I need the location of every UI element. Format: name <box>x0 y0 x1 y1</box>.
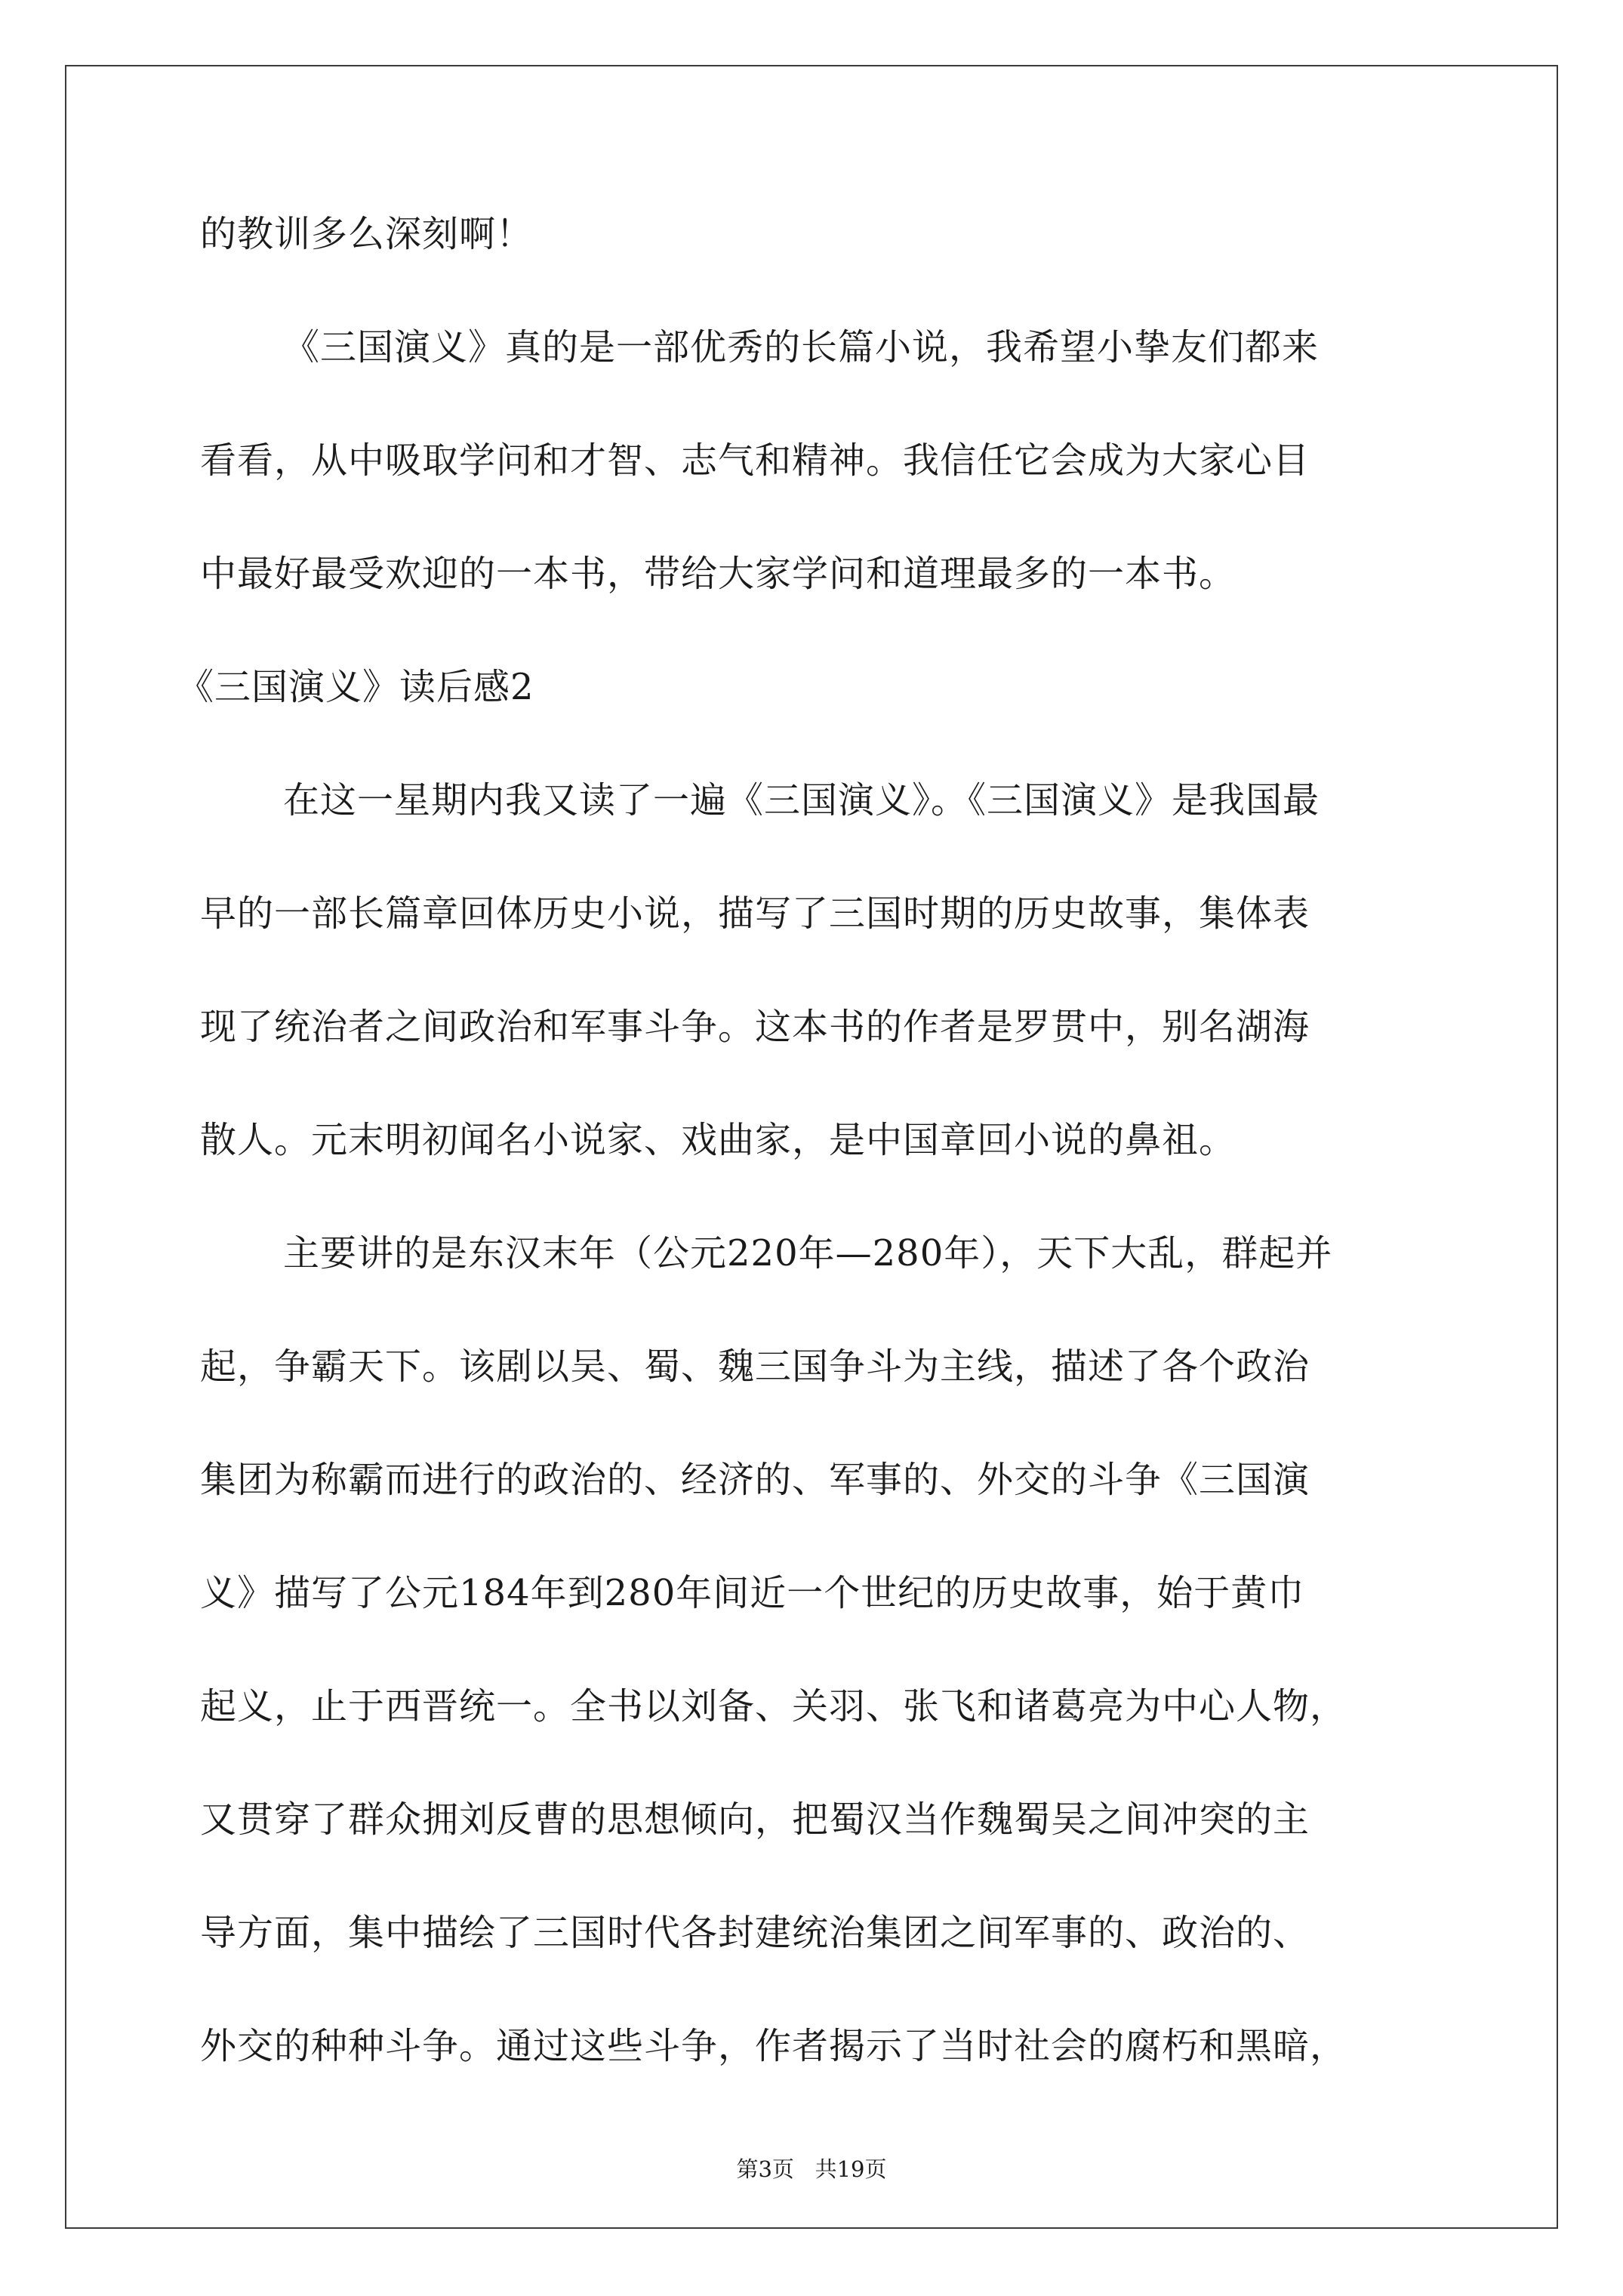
section-heading: 《三国演义》读后感2 <box>177 666 534 708</box>
text-line: 导方面，集中描绘了三国时代各封建统治集团之间军事的、政治的、 <box>200 1912 1310 1954</box>
text-line: 早的一部长篇章回体历史小说，描写了三国时期的历史故事，集体表 <box>200 892 1310 935</box>
paragraph-first-line: 《三国演义》真的是一部优秀的长篇小说，我希望小挚友们都来 <box>283 326 1320 368</box>
text-line: 中最好最受欢迎的一本书，带给大家学问和道理最多的一本书。 <box>200 553 1236 595</box>
text-line: 散人。元末明初闻名小说家、戏曲家，是中国章回小说的鼻祖。 <box>200 1119 1236 1161</box>
text-line: 起，争霸天下。该剧以吴、蜀、魏三国争斗为主线，描述了各个政治 <box>200 1345 1310 1388</box>
paragraph-first-line: 主要讲的是东汉末年（公元220年—280年），天下大乱，群起并 <box>283 1232 1333 1274</box>
paragraph-first-line: 在这一星期内我又读了一遍《三国演义》。《三国演义》是我国最 <box>283 779 1320 821</box>
text-line: 义》描写了公元184年到280年间近一个世纪的历史故事，始于黄巾 <box>200 1572 1305 1614</box>
text-line: 集团为称霸而进行的政治的、经济的、军事的、外交的斗争《三国演 <box>200 1459 1310 1501</box>
text-line: 起义，止于西晋统一。全书以刘备、关羽、张飞和诸葛亮为中心人物， <box>200 1685 1347 1727</box>
text-line: 又贯穿了群众拥刘反曹的思想倾向，把蜀汉当作魏蜀吴之间冲突的主 <box>200 1798 1310 1841</box>
text-line: 外交的种种斗争。通过这些斗争，作者揭示了当时社会的腐朽和黑暗， <box>200 2025 1347 2067</box>
text-line: 现了统治者之间政治和军事斗争。这本书的作者是罗贯中，别名湖海 <box>200 1006 1310 1048</box>
page-number-footer: 第3页 共19页 <box>736 2156 887 2182</box>
text-line: 看看，从中吸取学问和才智、志气和精神。我信任它会成为大家心目 <box>200 439 1310 482</box>
text-line: 的教训多么深刻啊！ <box>200 213 534 255</box>
